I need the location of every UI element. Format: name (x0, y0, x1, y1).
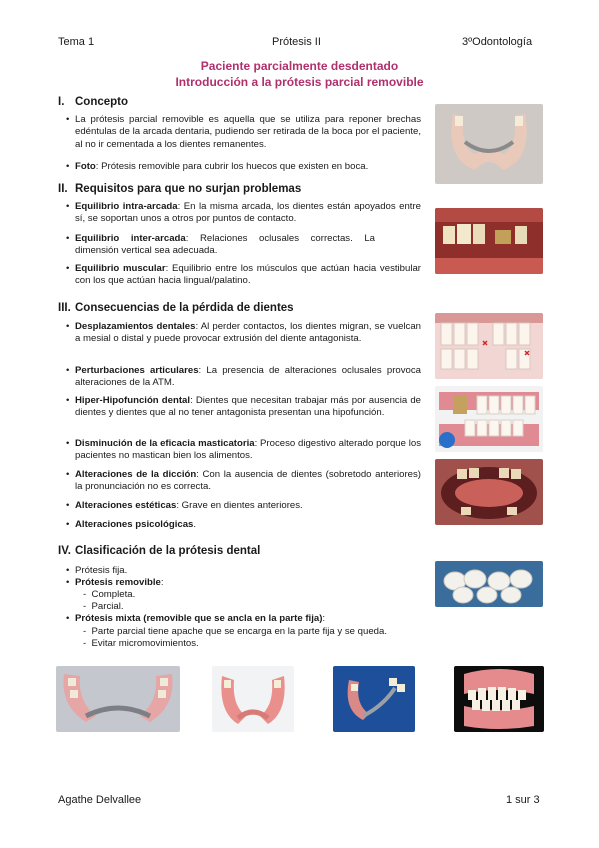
consecuencia-item: Alteraciones estéticas: Grave en dientes anteriores. (75, 500, 303, 511)
clasificacion-mixta: Prótesis mixta (removible que se ancla en la parte fija): (75, 613, 326, 624)
metal-partial-denture-photo (56, 666, 180, 732)
bullet-icon: • (66, 395, 70, 406)
partial-denture-photo (435, 104, 543, 184)
sub-item: - Parcial. (83, 601, 124, 612)
open-mouth-photo (435, 459, 543, 525)
sub-item: - Parte parcial tiene apache que se encarga en la parte fija y se queda. (83, 626, 388, 637)
section-heading-clasificacion: IV. Clasificación de la prótesis dental (58, 545, 261, 557)
missing-teeth-photo (435, 313, 543, 379)
section-heading-requisitos: II. Requisitos para que no surjan problemas (58, 183, 302, 195)
consecuencia-item: Disminución de la eficacia masticatoria: Proceso digestivo alterado porque los pacientes no mastican bien los alimentos. (75, 438, 421, 462)
consecuencia-item: Hiper-Hipofunción dental: Dientes que necesitan trabajar más por ausencia de dientes y dientes que al no tener antagonista presentan una hipofunción. (75, 395, 421, 419)
consecuencia-item: Perturbaciones articulares: La presencia de alteraciones oclusales provoca alteraciones de la ATM. (75, 365, 421, 389)
bullet-icon: • (66, 438, 70, 449)
clasificacion-fija: Prótesis fija. (75, 565, 128, 576)
concepto-foto: Foto: Prótesis removible para cubrir los huecos que existen en boca. (75, 161, 369, 172)
section-heading-concepto: I. Concepto (58, 96, 129, 108)
consecuencia-item: Alteraciones de la dicción: Con la ausencia de dientes (sobretodo anteriores) la pronunciación no es correcta. (75, 469, 421, 493)
concepto-paragraph: La prótesis parcial removible es aquella que se utiliza para reponer brechas edéntulas de la arcada dentaria, pudiendo ser retirada de la boca por el paciente, al no ir cementada a los dientes remanentes. (75, 114, 421, 150)
consecuencia-item: Alteraciones psicológicas. (75, 519, 197, 530)
sub-item: - Completa. (83, 589, 136, 600)
bullet-icon: • (66, 114, 70, 125)
bullet-icon: • (66, 577, 70, 588)
bullet-icon: • (66, 469, 70, 480)
requisito-item: Equilibrio muscular: Equilibrio entre los músculos que actúan hacia vestibular con los que actúan hacia lingual/palatino. (75, 263, 421, 287)
bullet-icon: • (66, 321, 70, 332)
bullet-icon: • (66, 519, 70, 530)
requisito-item: Equilibrio inter-arcada: Relaciones oclusales correctas. La dimensión vertical sea adecuada. (75, 233, 375, 257)
bullet-icon: • (66, 201, 70, 212)
bullet-icon: • (66, 233, 70, 244)
header-year: 3ºOdontología (462, 36, 533, 48)
bullet-icon: • (66, 365, 70, 376)
consecuencia-item: Desplazamientos dentales: Al perder contactos, los dientes migran, se vuelcan a mesial o distal y puede provocar extrusión del diente antagonista. (75, 321, 422, 345)
header-course: Prótesis II (272, 36, 321, 48)
acrylic-partial-denture-photo (212, 666, 294, 732)
mixed-prosthesis-photo (333, 666, 415, 732)
hypofunction-photo (435, 386, 543, 452)
footer-author: Agathe Delvallee (58, 794, 142, 806)
complete-denture-photo (454, 666, 544, 732)
requisito-item: Equilibrio intra-arcada: En la misma arcada, los dientes están apoyados entre sí, se soportan unos a otros por puntos de contacto. (75, 201, 422, 225)
clasificacion-removible: Prótesis removible: (75, 577, 164, 588)
bullet-icon: • (66, 161, 70, 172)
bullet-icon: • (66, 500, 70, 511)
bullet-icon: • (66, 565, 70, 576)
page-subtitle: Introducción a la prótesis parcial removible (175, 75, 424, 89)
bullet-icon: • (66, 263, 70, 274)
section-heading-consecuencias: III. Consecuencias de la pérdida de dientes (58, 302, 294, 314)
page-number: 1 sur 3 (506, 794, 540, 806)
fixed-bridge-photo (435, 561, 543, 607)
sub-item: - Evitar micromovimientos. (83, 638, 199, 649)
header-subject: Tema 1 (58, 36, 95, 48)
page-title: Paciente parcialmente desdentado (200, 59, 399, 73)
teeth-closeup-photo (435, 208, 543, 274)
bullet-icon: • (66, 613, 70, 624)
